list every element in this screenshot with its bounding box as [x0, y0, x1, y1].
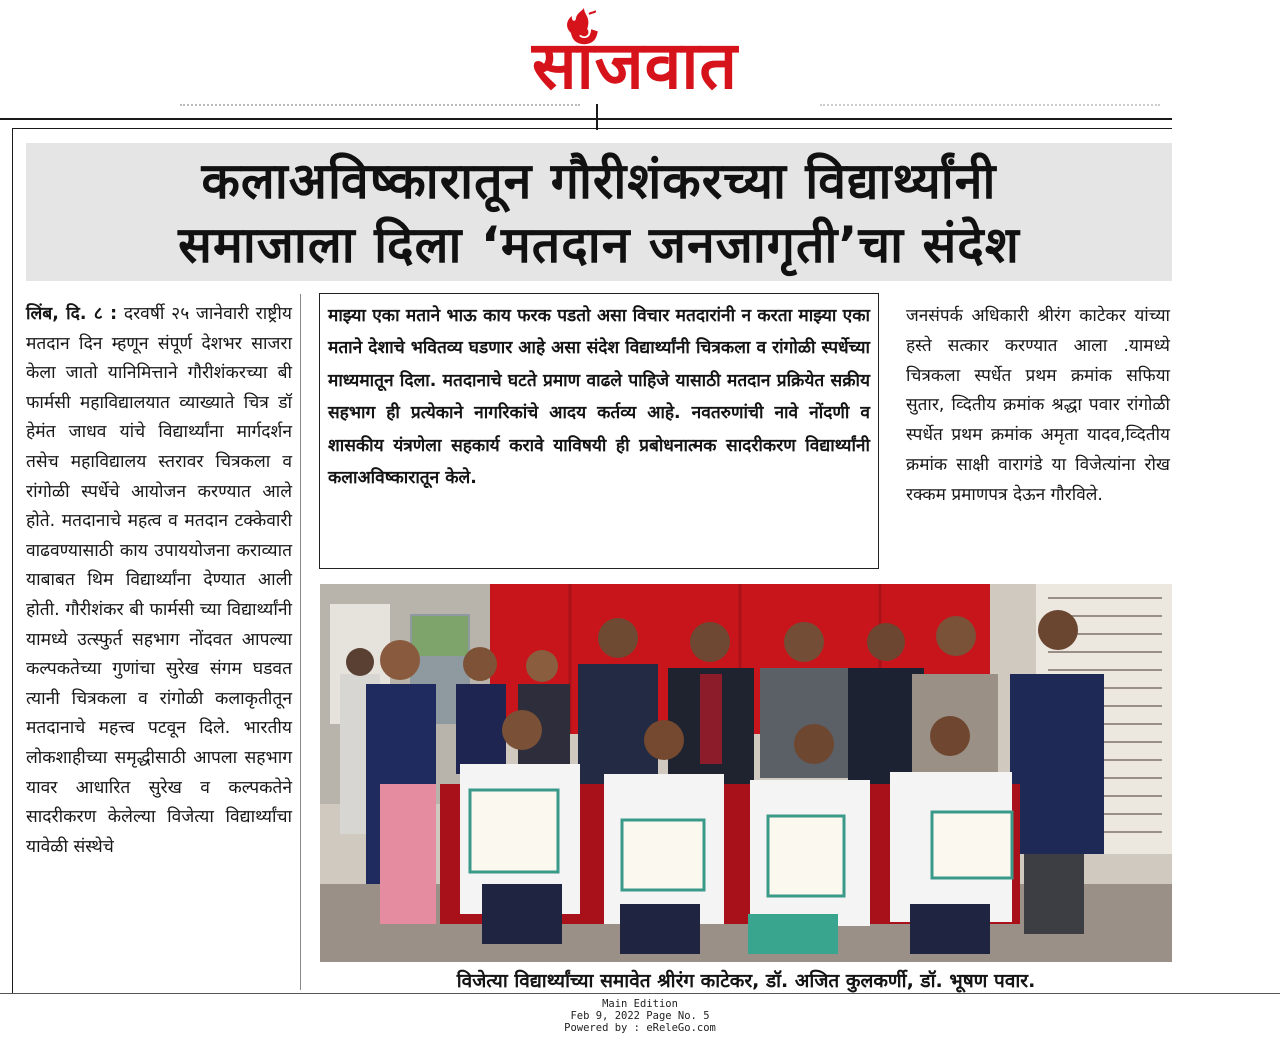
dateline: लिंब, दि. ८ :: [26, 304, 118, 324]
masthead-title: साँजवात: [531, 27, 739, 104]
article-right-text: जनसंपर्क अधिकारी श्रीरंग काटेकर यांच्या हस्ते सत्कार करण्यात आला .यामध्ये चित्रकला स्पर्धेत प्रथम क्रमांक सफिया सुतार, व्दितीय क्रमांक श्रद्धा पवार रांगोळी स्पर्धेत प्रथम क्रमांक अमृता यादव,व्दितीय क्रमांक साक्षी वारागंडे या विजेत्यांना रोख रक्कम प्रमाणपत्र देऊन गौरविले.: [906, 306, 1170, 505]
top-rule: [0, 118, 1172, 120]
footer-date-page: Feb 9, 2022 Page No. 5: [570, 1010, 710, 1022]
footer: [0, 998, 1280, 1034]
faint-bleed-left: [180, 104, 580, 118]
headline-line-1: कलाअविष्कारातून गौरीशंकरच्या विद्यार्थ्यांनी: [201, 152, 997, 210]
bottom-rule: [0, 993, 1280, 994]
column-divider: [300, 294, 301, 990]
footer-edition: Main Edition: [602, 998, 678, 1010]
article-right-column: [906, 302, 1170, 511]
left-rule: [12, 128, 13, 994]
photo-caption: विजेत्या विद्यार्थ्यांच्या समावेत श्रीरंग काटेकर, डॉ. अजित कुलकर्णी, डॉ. भूषण पवार.: [456, 970, 1036, 992]
headline: [26, 143, 1172, 281]
article-left-column: [26, 300, 292, 862]
article-left-text: दरवर्षी २५ जानेवारी राष्ट्रीय मतदान दिन म्हणून संपूर्ण देशभर साजरा केला जातो यानिमित्ताने गौरीशंकरच्या बी फार्मसी महाविद्यालयात व्याख्याते चित्र डॉ हेमंत जाधव यांचे विद्यार्थ्यांना मार्गदर्शन तसेच महाविद्यालय स्तरावर चित्रकला व रांगोळी स्पर्धेचे आयोजन करण्यात आले होते. मतदानाचे महत्व व मतदान टक्केवारी वाढवण्यासाठी काय उपाययोजना कराव्यात याबाबत थिम विद्यार्थ्यांना देण्यात आली होती. गौरीशंकर बी फार्मसी च्या विद्यार्थ्यांनी यामध्ये उत्स्फुर्त सहभाग नोंदवत आपल्या कल्पकतेच्या गुणांचा सुरेख संगम घडवत त्यानी चित्रकला व रांगोळी कलाकृतीतून मतदानाचे महत्त्व पटवून दिले. भारतीय लोकशाहीच्या समृद्धीसाठी आपला सहभाग यावर आधारित सुरेख व कल्पकतेने सादरीकरण केलेल्या विजेत्या विद्यार्थ्यांचा यावेळी संस्थेचे: [26, 304, 292, 857]
masthead: [500, 4, 770, 108]
headline-line-2: समाजाला दिला ‘मतदान जनजागृती’चा संदेश: [178, 216, 1020, 274]
top-rule-inner: [12, 128, 1172, 129]
pull-quote-text: माझ्या एका मताने भाऊ काय फरक पडतो असा विचार मतदारांनी न करता माझ्या एका मताने देशाचे भवितव्य घडणार आहे असा संदेश विद्यार्थ्यांनी चित्रकला व रांगोळी स्पर्धेच्या माध्यमातून दिला. मतदानाचे घटते प्रमाण वाढले पाहिजे यासाठी मतदान प्रक्रियेत सक्रीय सहभाग ही प्रत्येकाने नागरिकांचे आदय कर्तव्य आहे. नवतरुणांची नावे नोंदणी व शासकीय यंत्रणेला सहकार्य करावे याविषयी ही प्रबोधनात्मक सादरीकरण विद्यार्थ्यांनी कलाअविष्कारातून केले.: [328, 306, 870, 489]
group-photo: [320, 584, 1172, 962]
footer-powered-by: Powered by : eReleGo.com: [564, 1022, 716, 1034]
pull-quote-box: [319, 293, 879, 569]
faint-bleed-right: [820, 104, 1160, 118]
group-photo-illustration: [320, 584, 1172, 962]
center-tick: [596, 104, 598, 130]
